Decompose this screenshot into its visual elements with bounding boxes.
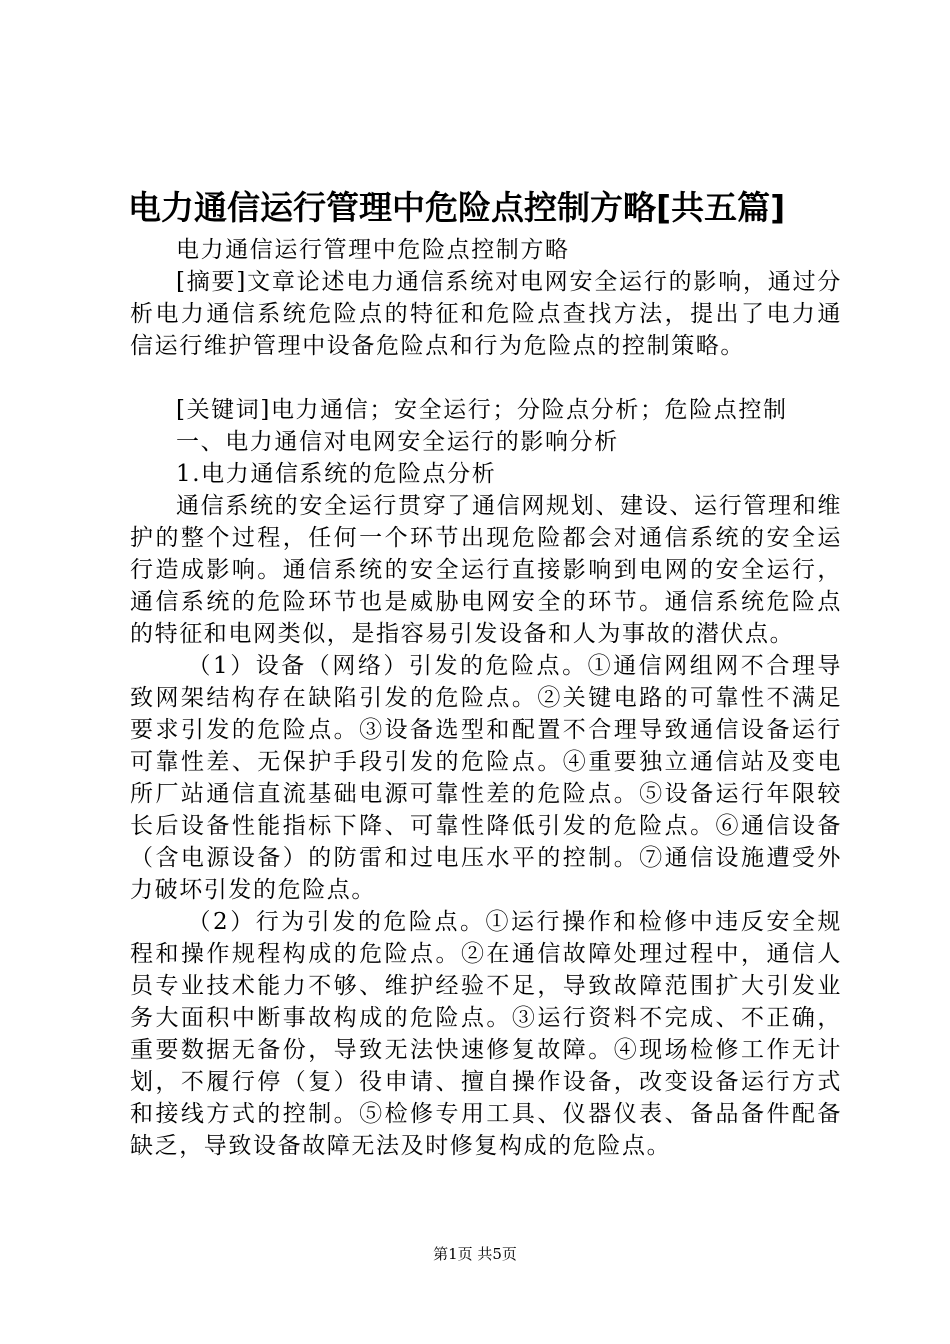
equipment-risk-paragraph: （1）设备（网络）引发的危险点。①通信网组网不合理导致网架结构存在缺陷引发的危险点。②关键电路的可靠性不满足要求引发的危险点。③设备选型和配置不合理导致通信设备运行可靠性差、无保护手段引发的危险点。④重要独立通信站及变电所厂站通信直流基础电源可靠性差的危险点。⑤设备运行年限较长后设备性能指标下降、可靠性降低引发的危险点。⑥通信设备（含电源设备）的防雷和过电压水平的控制。⑦通信设施遭受外力破坏引发的危险点。: [130, 653, 842, 903]
subtitle-paragraph: 电力通信运行管理中危险点控制方略: [176, 237, 570, 263]
document-body: [130, 234, 842, 1162]
body-paragraph: 通信系统的安全运行贯穿了通信网规划、建设、运行管理和维护的整个过程，任何一个环节出现危险都会对通信系统的安全运行造成影响。通信系统的安全运行直接影响到电网的安全运行，通信系统的危险环节也是威胁电网安全的环节。通信系统危险点的特征和电网类似，是指容易引发设备和人为事故的潜伏点。: [130, 493, 842, 647]
keywords-paragraph: [关键词]电力通信；安全运行；分险点分析；危险点控制: [176, 397, 788, 423]
subsection-heading: 1.电力通信系统的危险点分析: [176, 461, 497, 487]
behavior-risk-paragraph: （2）行为引发的危险点。①运行操作和检修中违反安全规程和操作规程构成的危险点。②在通信故障处理过程中，通信人员专业技术能力不够、维护经验不足，导致故障范围扩大引发业务大面积中断事故构成的危险点。③运行资料不完成、不正确，重要数据无备份，导致无法快速修复故障。④现场检修工作无计划，不履行停（复）役申请、擅自操作设备，改变设备运行方式和接线方式的控制。⑤检修专用工具、仪器仪表、备品备件配备缺乏，导致设备故障无法及时修复构成的危险点。: [130, 909, 842, 1159]
section-heading: 一、电力通信对电网安全运行的影响分析: [176, 429, 619, 455]
abstract-paragraph: [摘要]文章论述电力通信系统对电网安全运行的影响，通过分析电力通信系统危险点的特征和危险点查找方法，提出了电力通信运行维护管理中设备危险点和行为危险点的控制策略。: [130, 269, 842, 359]
page-footer: 第1页 共5页: [433, 1245, 517, 1263]
document-title: 电力通信运行管理中危险点控制方略[共五篇]: [128, 188, 786, 227]
